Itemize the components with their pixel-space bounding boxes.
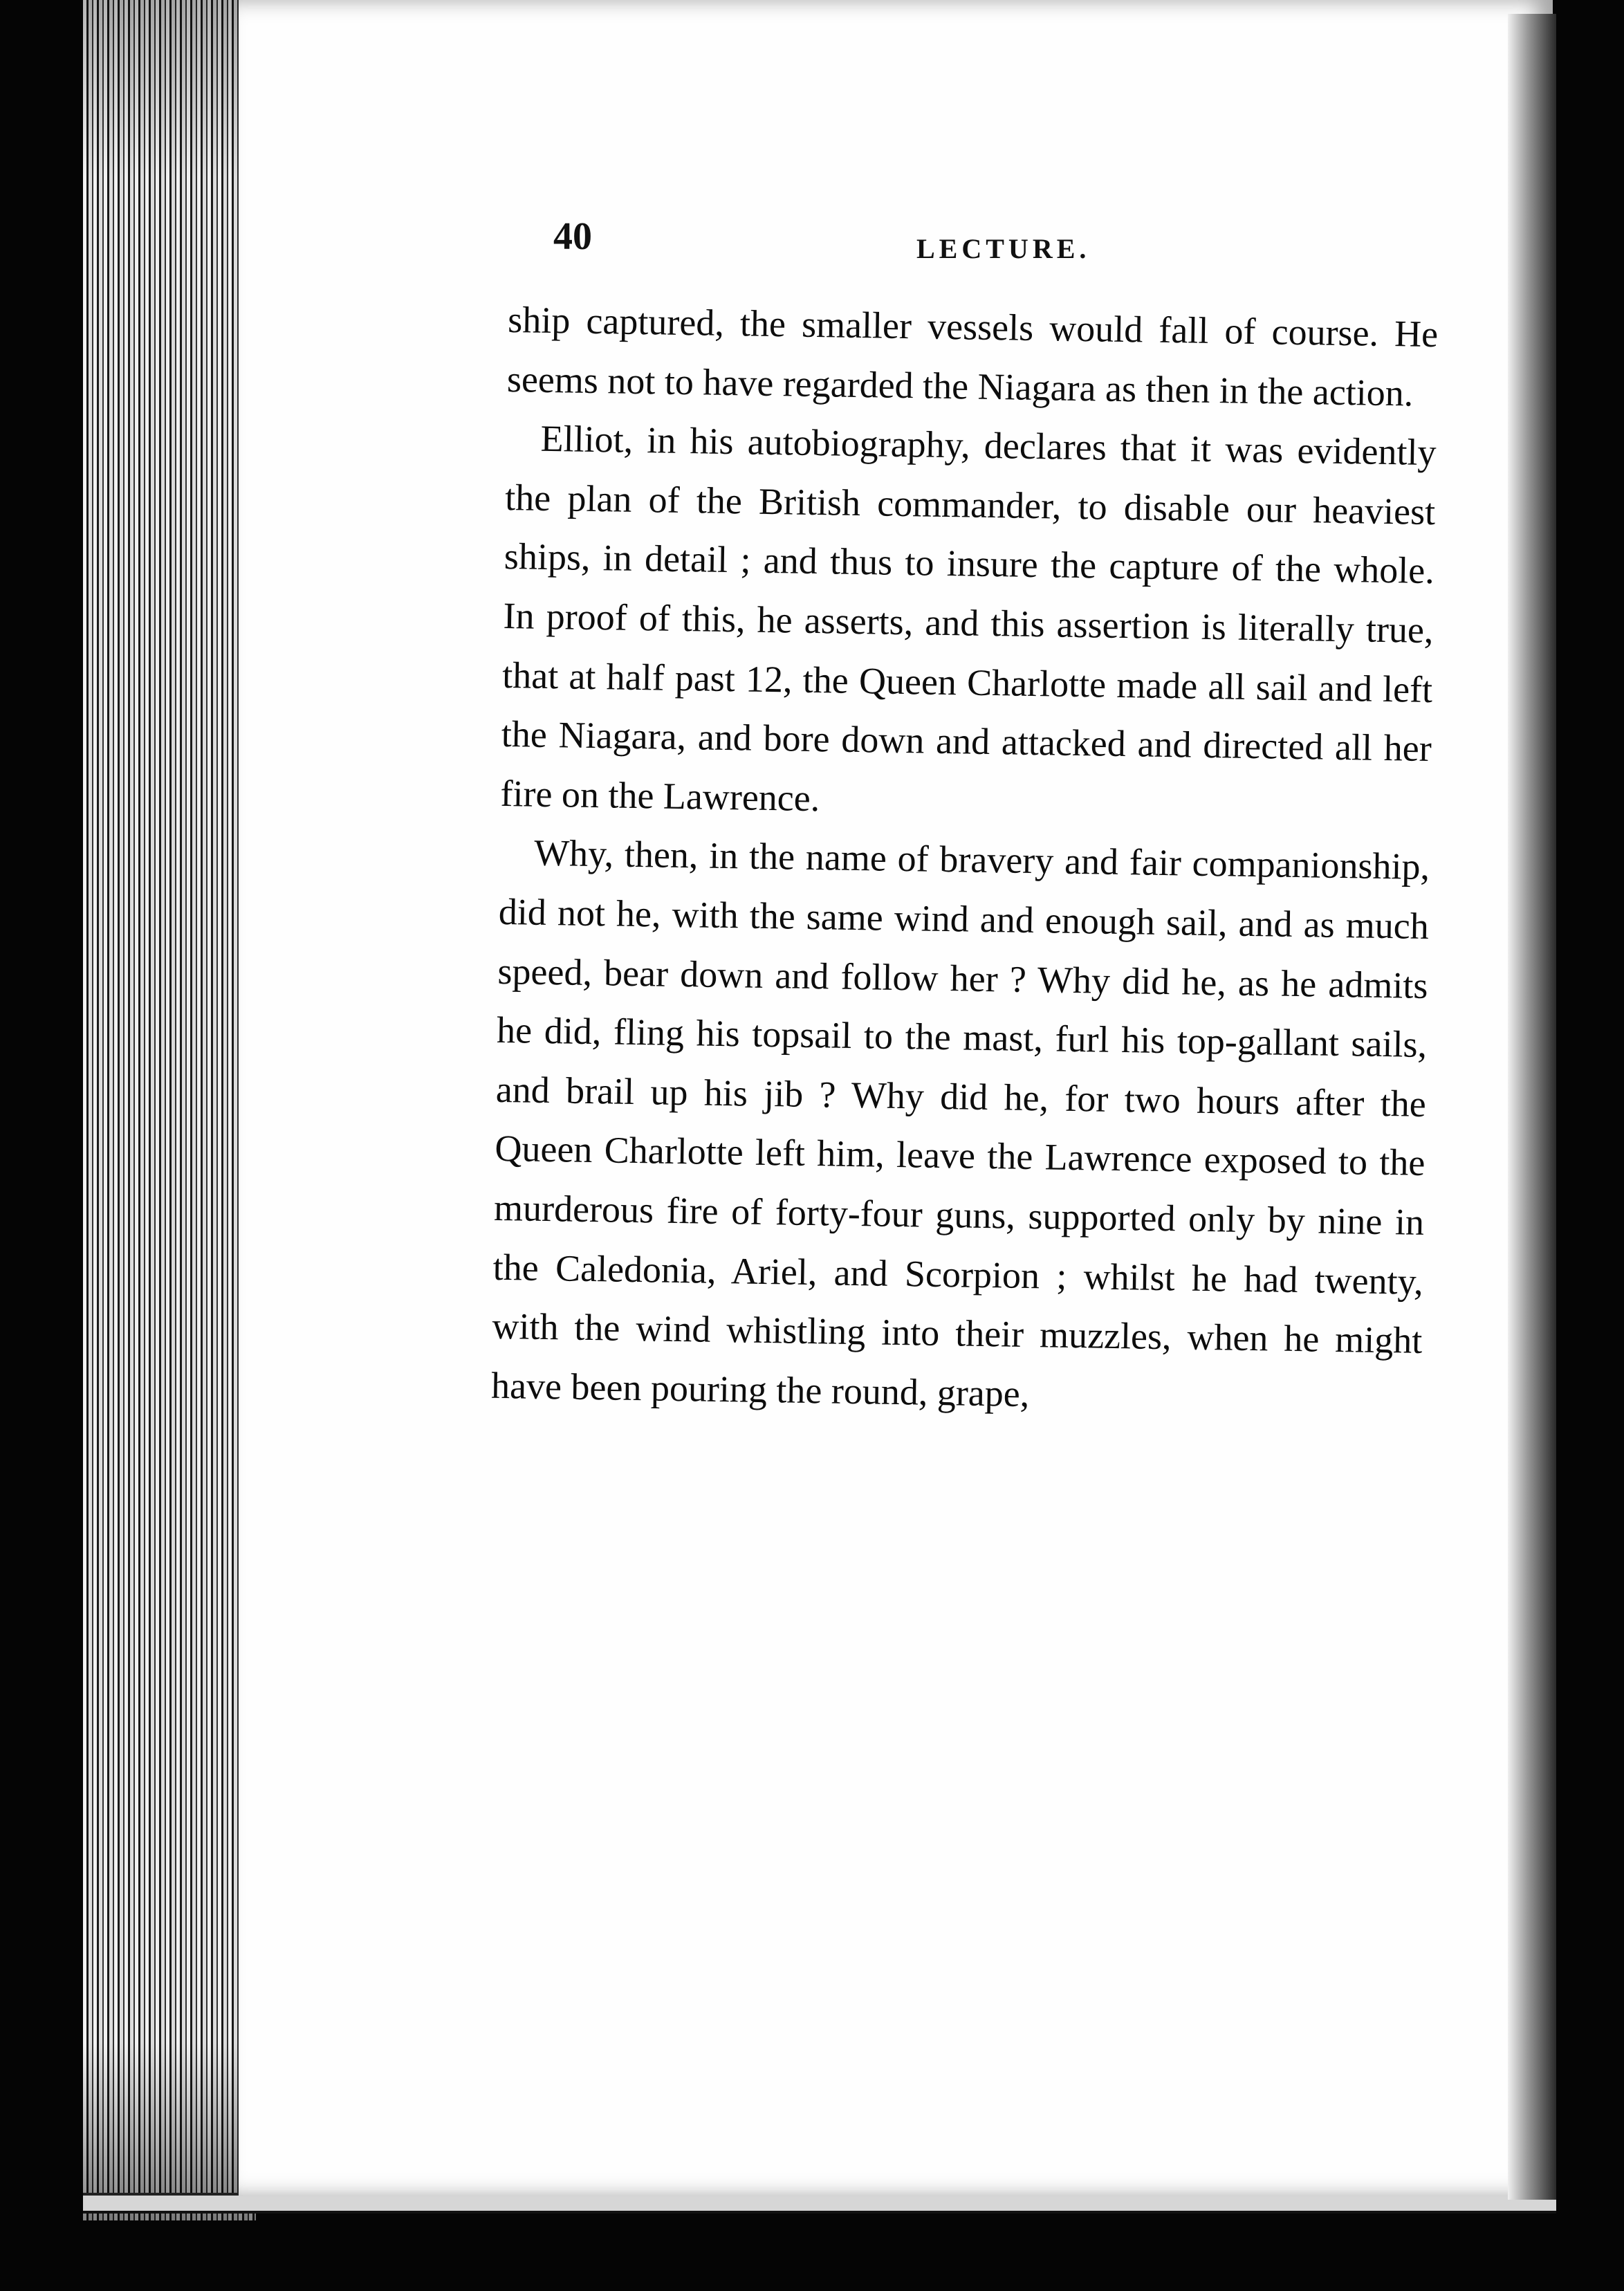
page-edge-stack — [83, 0, 256, 2220]
page-number: 40 — [553, 215, 592, 258]
running-title: LECTURE. — [916, 233, 1091, 264]
paragraph-elliot: Elliot, in his autobiography, declares that it was evidently the plan of the British commander, to disable our heaviest ships, in detail ; and thus to insure the capture of the whole. In proof of this, he asserts, and this assertion is literally true, that at half past 12, the Queen Charlotte made all sail and left the Niagara, and bore down and attacked and directed all her fire on the Lawrence. — [500, 417, 1437, 819]
right-gutter-shadow — [1508, 14, 1556, 2200]
paragraph-continuation: ship captured, the smaller vessels would fall of course. He seems not to have regarded the Niagara as then in the action. — [506, 298, 1439, 414]
paragraph-why: Why, then, in the name of bravery and fair companionship, did not he, with the same wind and enough sail, and as much speed, bear down and follow her ? Why did he, as he admits he did, fling his topsail to the mast, furl his top-gallant sails, and brail up his jib ? Why did he, for two hours after the Queen Charlotte left him, leave the Lawrence exposed to the murderous fire of forty-four guns, supported only by nine in the Caledonia, Ariel, and Scorpion ; whilst he had twenty, with the wind whistling into their muzzles, when he might have been pouring the round, grape, — [490, 832, 1430, 1415]
body-text — [490, 291, 1438, 1430]
running-head — [553, 214, 1107, 270]
